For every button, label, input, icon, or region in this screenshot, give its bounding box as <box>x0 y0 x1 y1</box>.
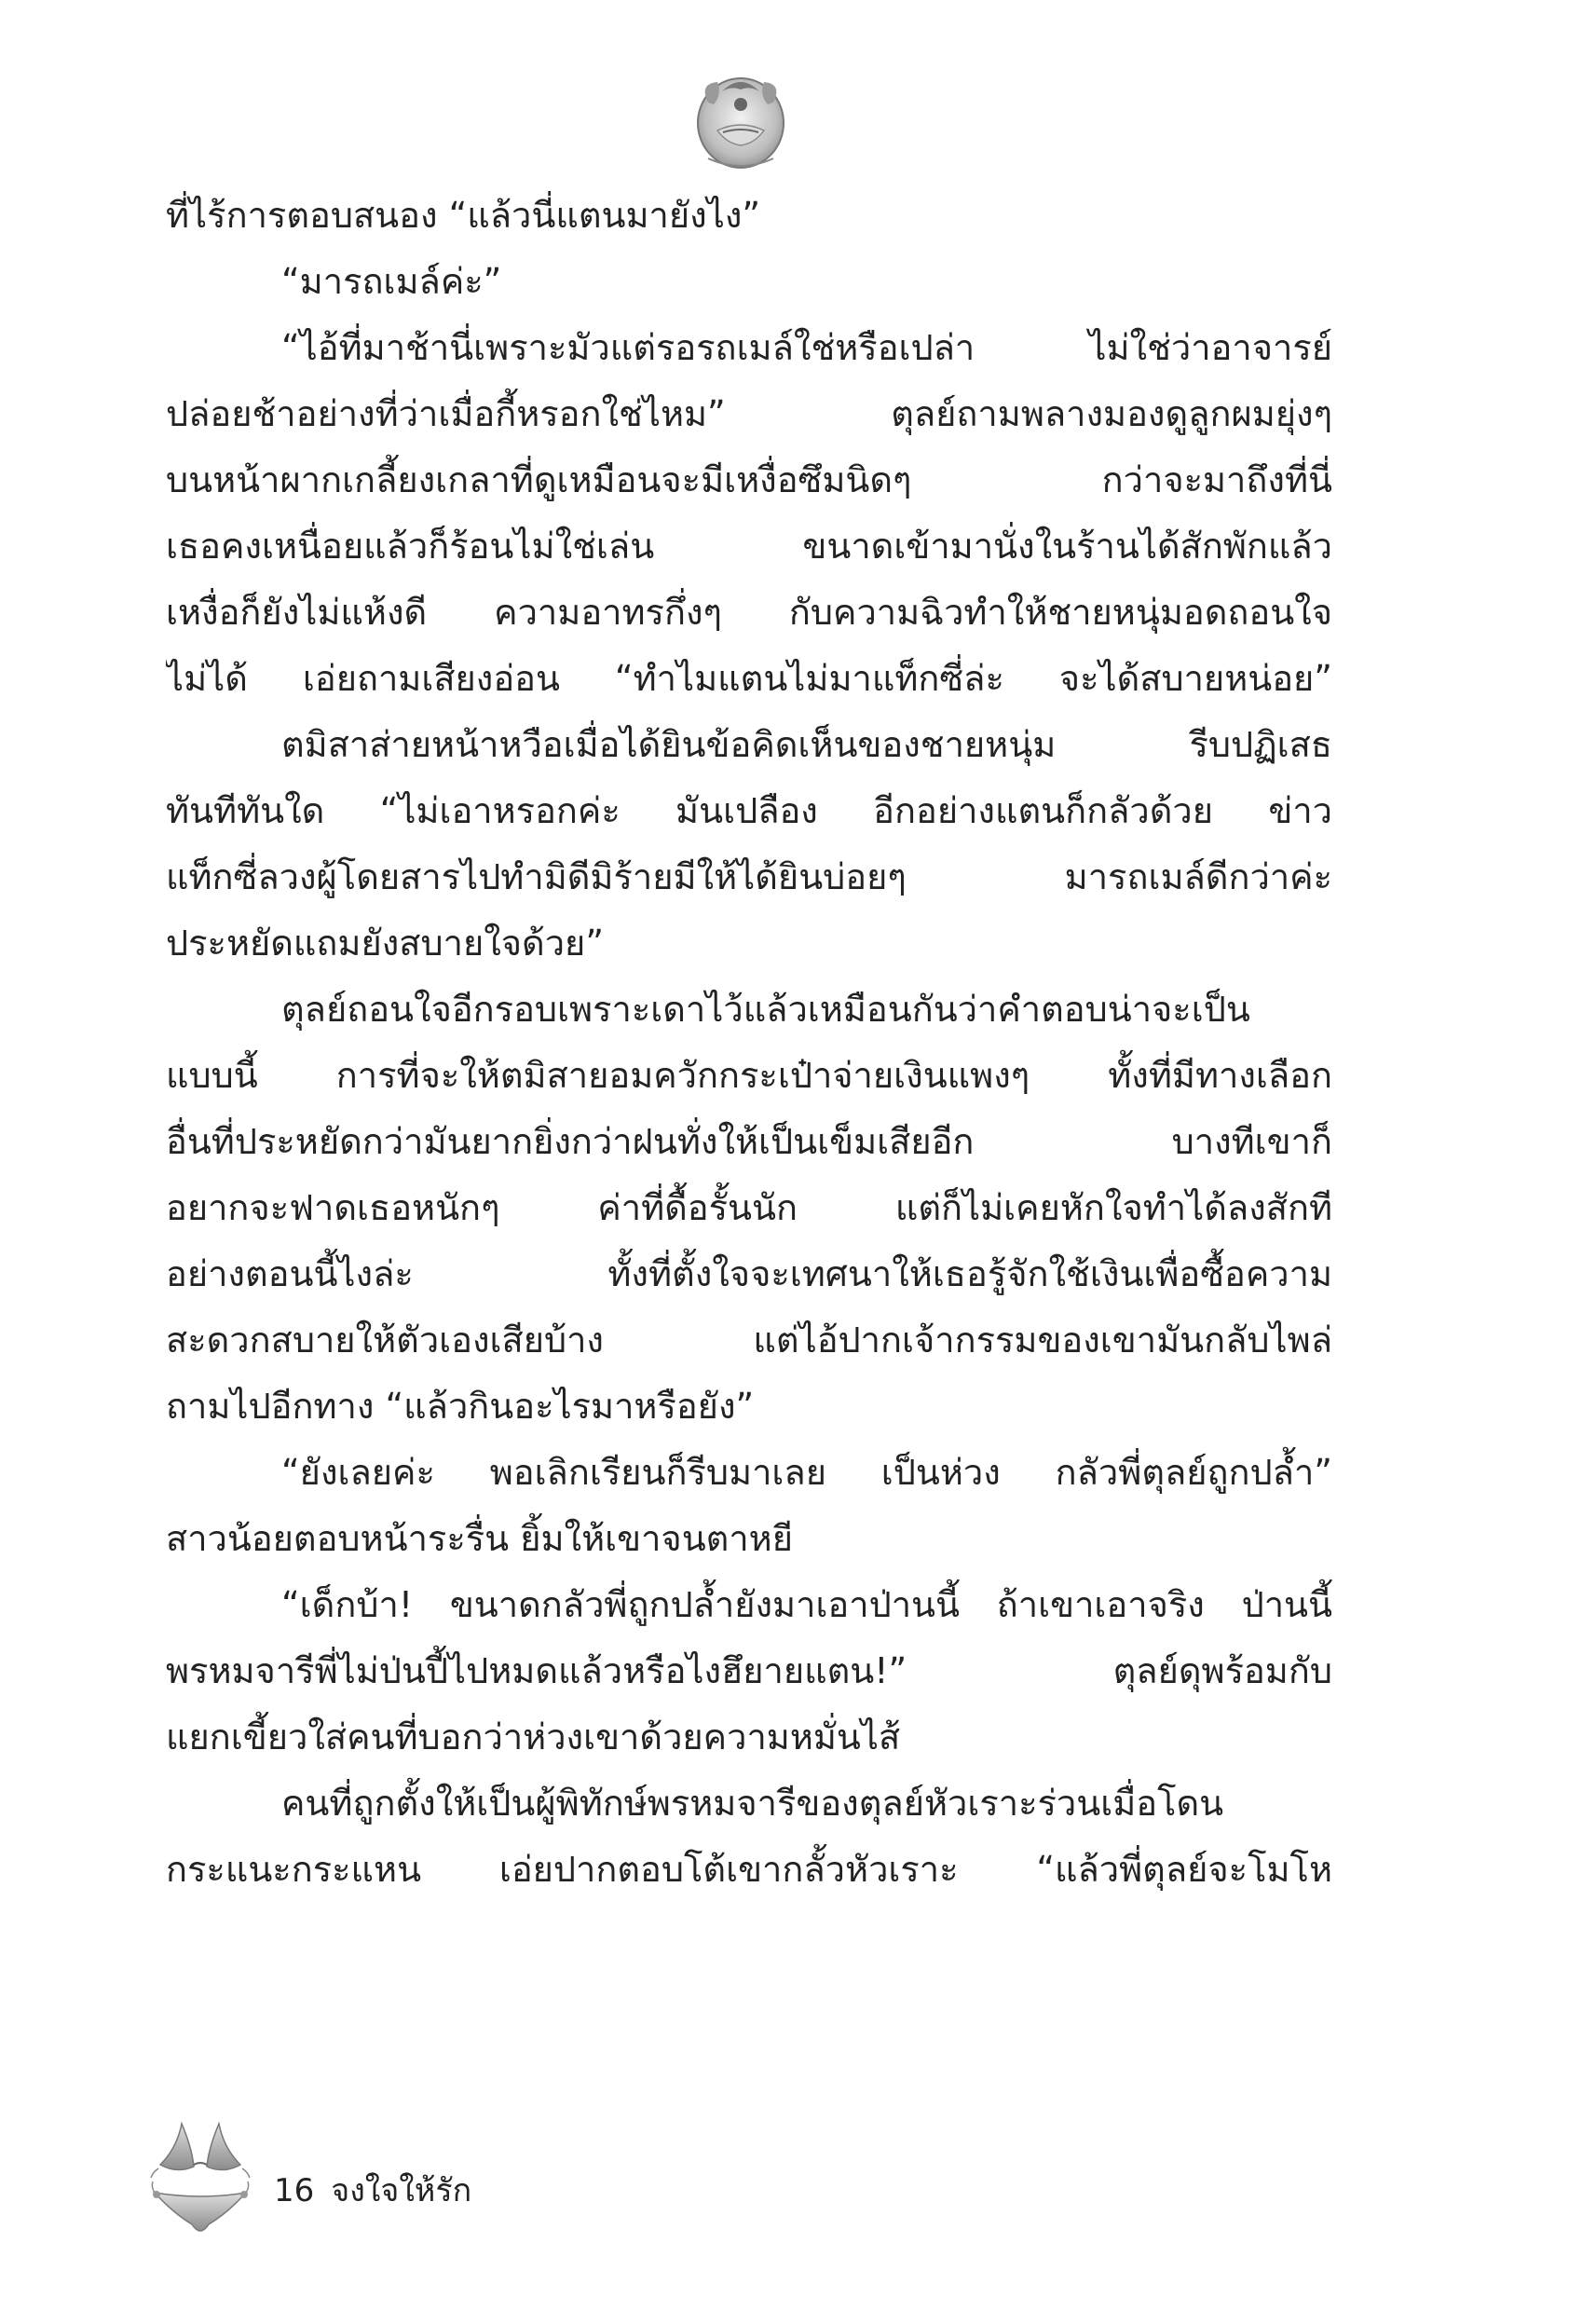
text-line: ที่ไร้การตอบสนอง “แล้วนี่แตนมายังไง” <box>166 195 761 236</box>
text-line: แท็กซี่ลวงผู้โดยสารไปทำมิดีมิร้ายมีให้ได้ยินบ่อยๆ มารถเมล์ดีกว่าค่ะ <box>166 856 1332 897</box>
text-line: “เด็กบ้า! ขนาดกลัวพี่ถูกปล้ำยังมาเอาป่านนี้ ถ้าเขาเอาจริง ป่านนี้ <box>281 1584 1332 1625</box>
text-line: สะดวกสบายให้ตัวเองเสียบ้าง แต่ไอ้ปากเจ้ากรรมของเขามันกลับไพล่ <box>166 1320 1332 1361</box>
body-text <box>166 183 1332 1903</box>
text-line: “มารถเมล์ค่ะ” <box>281 261 502 302</box>
text-line: เหงื่อก็ยังไม่แห้งดี ความอาทรกึ่งๆ กับความฉิวทำให้ชายหนุ่มอดถอนใจ <box>166 592 1332 633</box>
footer-page-label <box>274 2165 471 2215</box>
text-line: ตมิสาส่ายหน้าหวือเมื่อได้ยินข้อคิดเห็นของชายหนุ่ม รีบปฏิเสธ <box>281 724 1332 765</box>
text-line: เธอคงเหนื่อยแล้วก็ร้อนไม่ใช่เล่น ขนาดเข้ามานั่งในร้านได้สักพักแล้ว <box>166 526 1332 567</box>
text-line: อยากจะฟาดเธอหนักๆ ค่าที่ดื้อรั้นนัก แต่ก็ไม่เคยหักใจทำได้ลงสักที <box>166 1187 1332 1228</box>
text-line: พรหมจารีพี่ไม่ป่นปี้ไปหมดแล้วหรือไงฮึยายแตน!” ตุลย์ดุพร้อมกับ <box>166 1650 1332 1691</box>
text-line: คนที่ถูกตั้งให้เป็นผู้พิทักษ์พรหมจารีของตุลย์หัวเราะร่วนเมื่อโดน <box>281 1783 1224 1824</box>
text-line: ปล่อยช้าอย่างที่ว่าเมื่อกี้หรอกใช่ไหม” ตุลย์ถามพลางมองดูลูกผมยุ่งๆ <box>166 393 1332 434</box>
text-line: บนหน้าผากเกลี้ยงเกลาที่ดูเหมือนจะมีเหงื่อซึมนิดๆ กว่าจะมาถึงที่นี่ <box>166 459 1332 500</box>
text-line: อื่นที่ประหยัดกว่ามันยากยิ่งกว่าฝนทั่งให้เป็นเข็มเสียอีก บางทีเขาก็ <box>166 1121 1332 1162</box>
page-footer <box>149 2120 708 2250</box>
text-line: ทันทีทันใด “ไม่เอาหรอกค่ะ มันเปลือง อีกอย่างแตนก็กลัวด้วย ข่าว <box>166 790 1332 831</box>
text-line: ถามไปอีกทาง “แล้วกินอะไรมาหรือยัง” <box>166 1386 755 1427</box>
text-line: สาวน้อยตอบหน้าระรื่น ยิ้มให้เขาจนตาหยี <box>166 1518 793 1559</box>
text-line: กระแนะกระแหน เอ่ยปากตอบโต้เขากลั้วหัวเราะ “แล้วพี่ตุลย์จะโมโห <box>166 1849 1332 1890</box>
ornamental-crest-logo-icon <box>680 65 801 177</box>
text-line: ตุลย์ถอนใจอีกรอบเพราะเดาไว้แล้วเหมือนกันว่าคำตอบน่าจะเป็น <box>281 989 1250 1030</box>
text-line: “ไอ้ที่มาช้านี่เพราะมัวแต่รอรถเมล์ใช่หรือเปล่า ไม่ใช่ว่าอาจารย์ <box>281 327 1332 368</box>
text-line: แยกเขี้ยวใส่คนที่บอกว่าห่วงเขาด้วยความหมั่นไส้ <box>166 1716 901 1757</box>
text-line: อย่างตอนนี้ไงล่ะ ทั้งที่ตั้งใจจะเทศนาให้เธอรู้จักใช้เงินเพื่อซื้อความ <box>166 1253 1332 1294</box>
book-title: จงใจให้รัก <box>331 2172 472 2209</box>
text-line: แบบนี้ การที่จะให้ตมิสายอมควักกระเป๋าจ่ายเงินแพงๆ ทั้งที่มีทางเลือก <box>166 1055 1332 1096</box>
text-line: “ยังเลยค่ะ พอเลิกเรียนก็รีบมาเลย เป็นห่วง กลัวพี่ตุลย์ถูกปล้ำ” <box>281 1452 1332 1493</box>
text-line: ประหยัดแถมยังสบายใจด้วย” <box>166 923 605 964</box>
bikini-icon <box>149 2120 252 2250</box>
page-number: 16 <box>274 2172 315 2209</box>
text-line: ไม่ได้ เอ่ยถามเสียงอ่อน “ทำไมแตนไม่มาแท็กซี่ล่ะ จะได้สบายหน่อย” <box>166 658 1332 699</box>
